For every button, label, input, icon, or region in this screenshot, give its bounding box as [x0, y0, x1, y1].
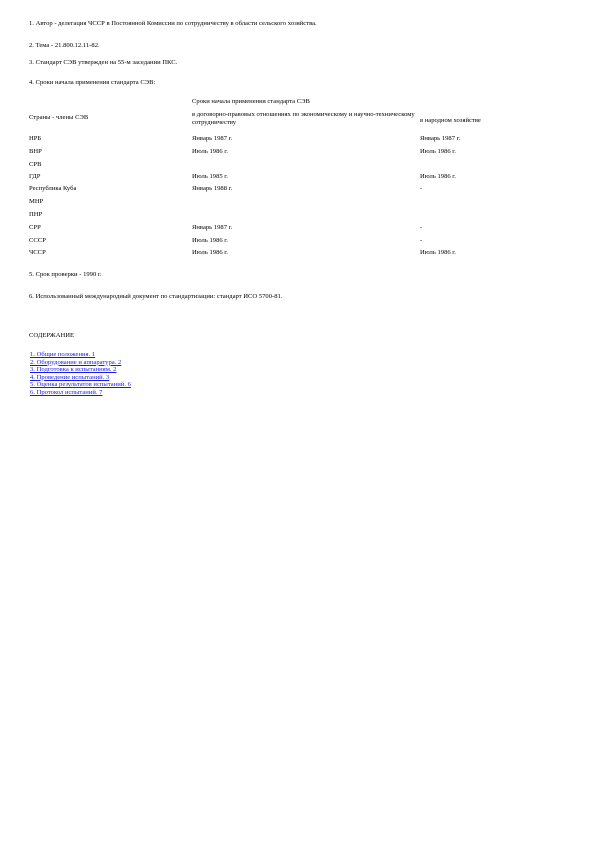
table-row — [29, 135, 509, 147]
table-row — [29, 148, 509, 160]
toc-link-protocol[interactable]: 6. Протокол испытаний. 7 — [30, 388, 103, 396]
paragraph-review: 5. Срок проверки - 1990 г. — [29, 271, 102, 278]
table-cell-national: - — [420, 185, 423, 192]
table-row — [29, 173, 509, 185]
table-cell-country: ВНР — [29, 148, 42, 155]
table-cell-contract: Июль 1986 г. — [192, 249, 228, 256]
table-row — [29, 224, 509, 236]
table-cell-contract: Январь 1988 г. — [192, 185, 233, 192]
table-cell-country: СРВ — [29, 161, 42, 168]
table-cell-country: ГДР — [29, 173, 41, 180]
table-cell-country: Республика Куба — [29, 185, 77, 192]
table-cell-national: Июль 1986 г. — [420, 249, 456, 256]
table-cell-country: СССР — [29, 237, 46, 244]
table-cell-contract: Январь 1987 г. — [192, 224, 233, 231]
table-cell-contract: Июль 1985 г. — [192, 173, 228, 180]
table-cell-national: - — [420, 237, 423, 244]
table-row — [29, 198, 509, 210]
paragraph-author: 1. Автор - делегация ЧССР в Постоянной Комиссии по сотрудничеству в области сельского хозяйства. — [29, 20, 317, 27]
table-cell-contract: Январь 1987 г. — [192, 135, 233, 142]
table-header-national: в народном хозяйстве — [420, 117, 481, 124]
table-group-header: Сроки начала применения стандарта СЭВ — [192, 98, 310, 105]
table-cell-contract: Июль 1986 г. — [192, 148, 228, 155]
paragraph-start-dates: 4. Сроки начала применения стандарта СЭВ: — [29, 79, 156, 86]
table-cell-national: Июль 1986 г. — [420, 148, 456, 155]
table-row — [29, 185, 509, 197]
toc-link-equipment[interactable]: 2. Оборудование и аппаратура. 2 — [30, 358, 122, 366]
paragraph-approval: 3. Стандарт СЭВ утвержден на 55-м заседании ПКС. — [29, 59, 178, 66]
table-row — [29, 237, 509, 249]
table-row — [29, 161, 509, 173]
table-cell-contract: Июль 1986 г. — [192, 237, 228, 244]
table-cell-national: - — [420, 224, 423, 231]
table-row — [29, 211, 509, 223]
table-of-contents — [30, 351, 131, 397]
table-cell-national: Январь 1987 г. — [420, 135, 461, 142]
toc-link-general[interactable]: 1. Общие положения. 1 — [30, 351, 96, 358]
toc-title: СОДЕРЖАНИЕ — [29, 332, 75, 339]
table-cell-country: ПНР — [29, 211, 43, 218]
paragraph-topic: 2. Тема - 21.800.12.11-82. — [29, 42, 100, 49]
toc-link-evaluation[interactable]: 5. Оценка результатов испытаний. 6 — [30, 381, 131, 389]
table-cell-country: СРР — [29, 224, 41, 231]
table-cell-country: НРБ — [29, 135, 42, 142]
table-cell-national: Июль 1986 г. — [420, 173, 456, 180]
table-header-country: Страны - члены СЭВ — [29, 114, 89, 121]
table-header-contract: в договорно-правовых отношениях по экономическому и научно-техническому сотрудничеству — [192, 111, 415, 126]
table-cell-country: ЧССР — [29, 249, 46, 256]
table-row — [29, 249, 509, 261]
table-cell-country: МНР — [29, 198, 44, 205]
paragraph-intl-document: 6. Использованный международный документ по стандартизации: стандарт ИСО 5700-81. — [29, 293, 283, 300]
toc-link-testing[interactable]: 4. Проведение испытаний. 3 — [30, 373, 110, 381]
toc-link-preparation[interactable]: 3. Подготовка к испытаниям. 2 — [30, 366, 117, 374]
